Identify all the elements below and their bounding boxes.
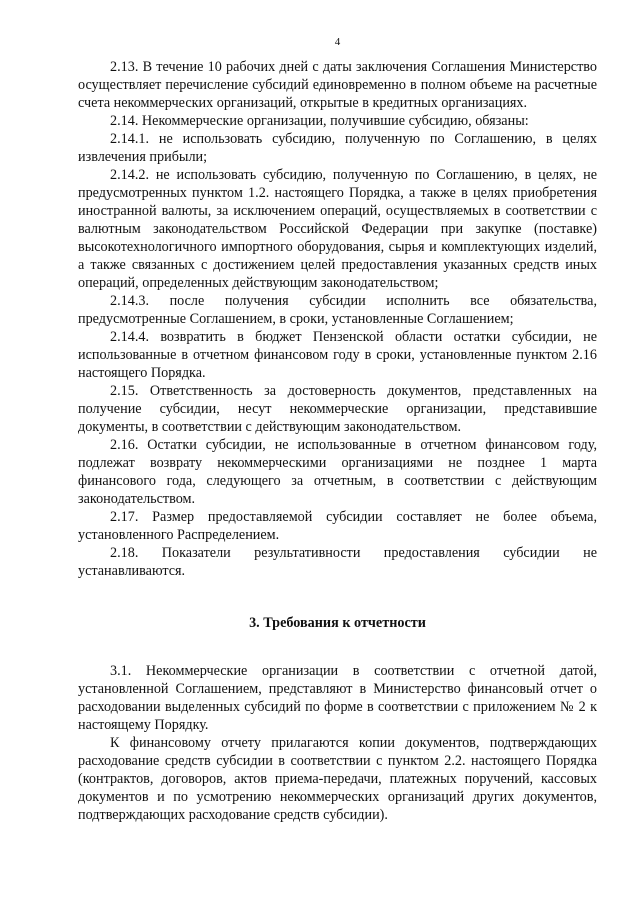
paragraph-2-14-3: 2.14.3. после получения субсидии исполнить все обязательства, предусмотренные Соглашением, в сроки, установленные Соглашением; [78,293,597,327]
paragraph-2-14-2: 2.14.2. не использовать субсидию, полученную по Соглашению, в целях, не предусмотренных пунктом 1.2. настоящего Порядка, а также в целях приобретения иностранной валюты, за исключением операций, осуществляемых в соответствии с валютным законодательством Российской Федерации при закупке (поставке) высокотехнологичного импортного оборудования, сырья и комплектующих изделий, а также связанных с достижением целей предоставления указанных средств иных операций, определенных действующим законодательством; [78,167,597,291]
paragraph-2-13: 2.13. В течение 10 рабочих дней с даты заключения Соглашения Министерство осуществляет перечисление субсидий единовременно в полном объеме на расчетные счета некоммерческих организаций, открытые в кредитных организациях. [78,59,597,111]
paragraph-2-15: 2.15. Ответственность за достоверность документов, представленных на получение субсидии, несут некоммерческие организации, представившие документы, в соответствии с действующим законодательством. [78,383,597,435]
paragraph-2-14: 2.14. Некоммерческие организации, получившие субсидию, обязаны: [110,113,529,129]
paragraph-2-14-4: 2.14.4. возвратить в бюджет Пензенской области остатки субсидии, не использованные в отчетном финансовом году в сроки, установленные пунктом 2.16 настоящего Порядка. [78,329,597,381]
document-content [78,58,597,824]
paragraph-2-16: 2.16. Остатки субсидии, не использованные в отчетном финансовом году, подлежат возврату некоммерческими организациями не позднее 1 марта финансового года, следующего за отчетным, в соответствии с действующим законодательством. [78,437,597,507]
paragraph-3-1: 3.1. Некоммерческие организации в соответствии с отчетной датой, установленной Соглашением, представляют в Министерство финансовый отчет о расходовании выделенных субсидий по форме в соответствии с приложением № 2 к настоящему Порядку. [78,663,597,733]
page-number: 4 [334,36,341,48]
section-title: 3. Требования к отчетности [249,615,426,631]
paragraph-2-14-1: 2.14.1. не использовать субсидию, полученную по Соглашению, в целях извлечения прибыли; [78,131,597,165]
paragraph-2-18: 2.18. Показатели результативности предоставления субсидии не устанавливаются. [78,545,597,579]
paragraph-2-17: 2.17. Размер предоставляемой субсидии составляет не более объема, установленного Распределением. [78,509,597,543]
paragraph-report-attachments: К финансовому отчету прилагаются копии документов, подтверждающих расходование средств субсидии в соответствии с пунктом 2.2. настоящего Порядка (контрактов, договоров, актов приема-передачи, платежных поручений, кассовых документов и по усмотрению некоммерческих организаций других документов, подтверждающих расходование средств субсидии). [78,735,597,823]
